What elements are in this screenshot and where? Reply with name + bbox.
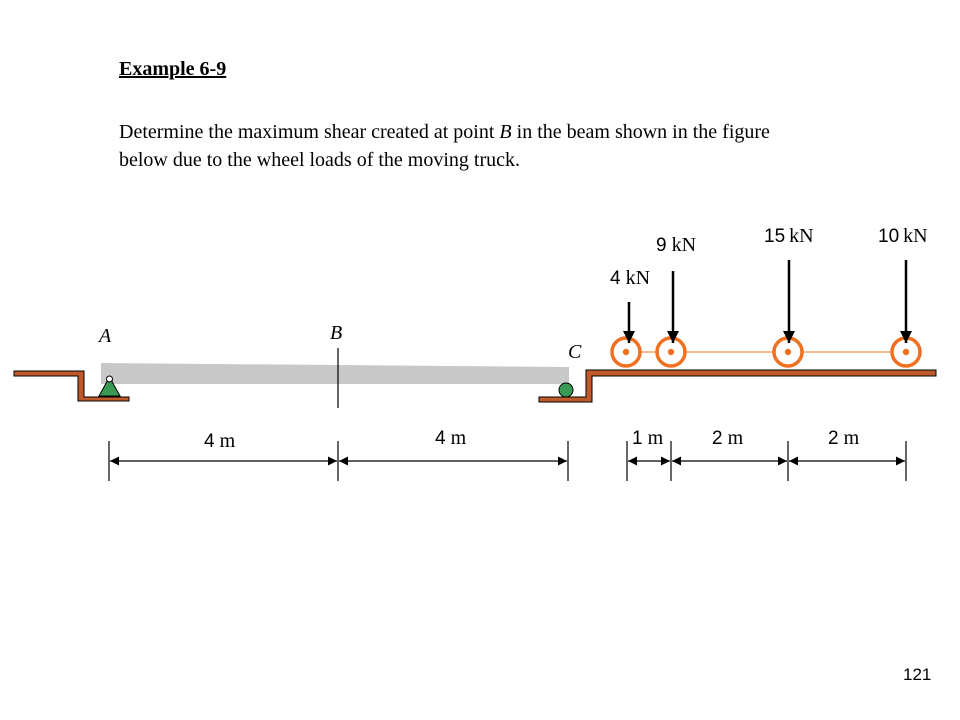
dimension-label-3: 1 m (632, 427, 664, 449)
problem-line-2: below due to the wheel loads of the moving truck. (119, 149, 521, 171)
page-number: 121 (903, 665, 932, 684)
right-ground-support (539, 370, 936, 402)
wheel-2 (657, 338, 685, 366)
dimension-label-1: 4 m (204, 430, 236, 452)
wheel-1 (612, 338, 640, 366)
load-label-2: 9 kN (656, 234, 697, 256)
problem-point-b: B (499, 121, 512, 143)
roller-support-c (559, 383, 573, 397)
problem-text-1a: Determine the maximum shear created at point (119, 121, 500, 143)
load-label-1: 4 kN (610, 267, 651, 289)
dimension-label-5: 2 m (828, 427, 860, 449)
load-label-3: 15 kN (764, 225, 814, 247)
beam (101, 363, 569, 384)
label-point-a: A (99, 325, 112, 347)
dimension-label-4: 2 m (712, 427, 744, 449)
load-label-4: 10 kN (878, 225, 928, 247)
label-point-b: B (330, 322, 343, 344)
dimension-label-2: 4 m (435, 427, 467, 449)
example-title: Example 6-9 (119, 58, 227, 80)
problem-text-1b: in the beam shown in the figure (511, 121, 770, 143)
label-point-c: C (568, 341, 582, 363)
